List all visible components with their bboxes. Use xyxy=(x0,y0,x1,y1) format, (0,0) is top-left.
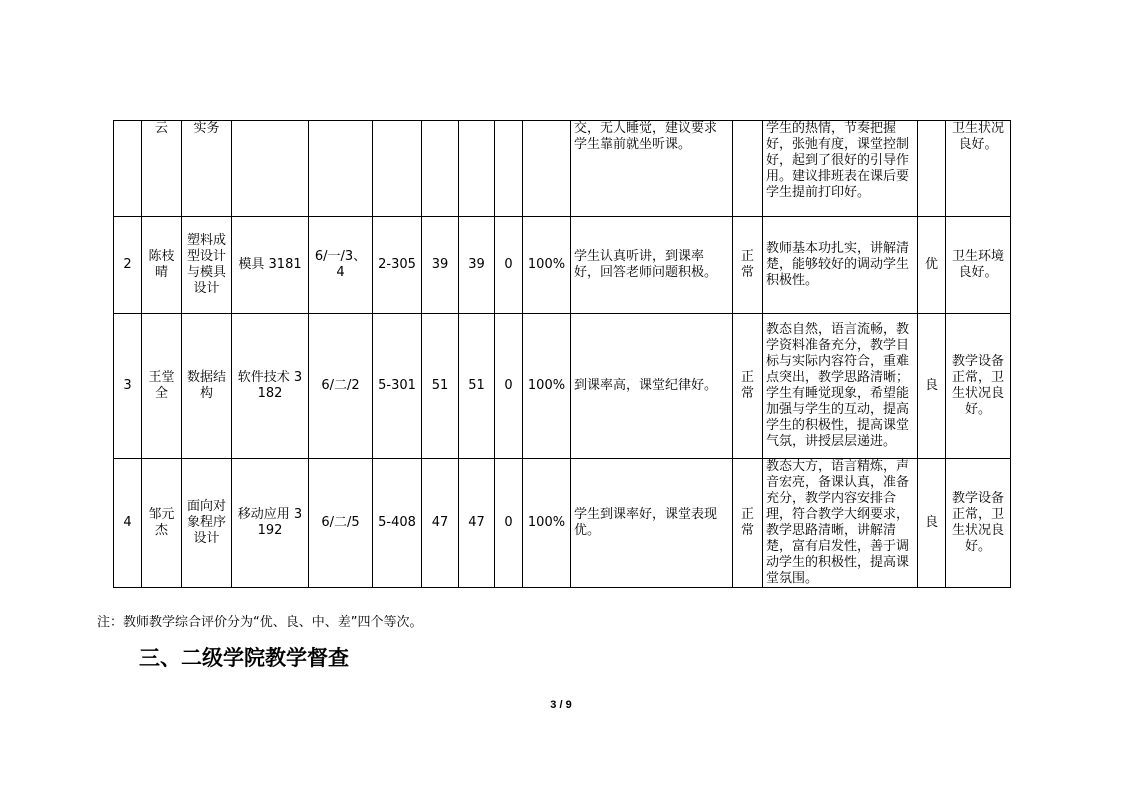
attendance-rate: 100% xyxy=(523,314,571,459)
attendance-rate: 100% xyxy=(523,217,571,314)
student-evaluation: 学生认真听讲，到课率好，回答老师问题积极。 xyxy=(571,217,733,314)
teaching-state xyxy=(733,121,763,217)
student-evaluation: 到课率高，课堂纪律好。 xyxy=(571,314,733,459)
course-name: 塑料成型设计与模具设计 xyxy=(182,217,232,314)
section-heading: 三、二级学院教学督查 xyxy=(139,646,349,670)
week-time: 6/二/2 xyxy=(309,314,373,459)
student-evaluation: 交，无人睡觉，建议要求学生靠前就坐听课。 xyxy=(571,121,733,217)
row-number: 4 xyxy=(114,459,142,588)
teaching-state: 正常 xyxy=(733,217,763,314)
teacher-evaluation: 教师基本功扎实，讲解清楚，能够较好的调动学生积极性。 xyxy=(763,217,918,314)
table-row xyxy=(114,121,1011,217)
week-time: 6/一/3、4 xyxy=(309,217,373,314)
absent-count: 0 xyxy=(495,459,523,588)
table-row xyxy=(114,314,1011,459)
teacher-evaluation: 学生的热情，节奏把握好，张弛有度，课堂控制好，起到了很好的引导作用。建议排班表在课后要学生提前打印好。 xyxy=(763,121,918,217)
table-row xyxy=(114,217,1011,314)
actual-count xyxy=(459,121,495,217)
actual-count: 39 xyxy=(459,217,495,314)
class-name: 软件技术 3182 xyxy=(232,314,309,459)
page-number: 3 / 9 xyxy=(550,699,572,711)
environment-note: 卫生环境良好。 xyxy=(946,217,1011,314)
attendance-rate xyxy=(523,121,571,217)
supervision-table xyxy=(113,120,1011,588)
evaluation-note: 注：教师教学综合评价分为“优、良、中、差”四个等次。 xyxy=(97,615,423,630)
absent-count xyxy=(495,121,523,217)
attendance-rate: 100% xyxy=(523,459,571,588)
teacher-name: 陈枝晴 xyxy=(142,217,182,314)
expected-count: 51 xyxy=(422,314,459,459)
classroom: 5-408 xyxy=(373,459,422,588)
environment-note: 教学设备正常，卫生状况良好。 xyxy=(946,459,1011,588)
classroom: 2-305 xyxy=(373,217,422,314)
overall-grade: 良 xyxy=(918,314,946,459)
overall-grade: 良 xyxy=(918,459,946,588)
teacher-name: 王堂全 xyxy=(142,314,182,459)
teacher-evaluation: 教态自然，语言流畅，教学资料准备充分，教学目标与实际内容符合，重难点突出，教学思路清晰；学生有睡觉现象，希望能加强与学生的互动，提高学生的积极性，提高课堂气氛，讲授层层递进。 xyxy=(763,314,918,459)
expected-count: 47 xyxy=(422,459,459,588)
actual-count: 51 xyxy=(459,314,495,459)
expected-count xyxy=(422,121,459,217)
row-number: 3 xyxy=(114,314,142,459)
classroom xyxy=(373,121,422,217)
environment-note: 教学设备正常，卫生状况良好。 xyxy=(946,314,1011,459)
week-time xyxy=(309,121,373,217)
course-name: 面向对象程序设计 xyxy=(182,459,232,588)
absent-count: 0 xyxy=(495,217,523,314)
student-evaluation: 学生到课率好，课堂表现优。 xyxy=(571,459,733,588)
class-name xyxy=(232,121,309,217)
teaching-state: 正常 xyxy=(733,314,763,459)
row-number xyxy=(114,121,142,217)
week-time: 6/二/5 xyxy=(309,459,373,588)
classroom: 5-301 xyxy=(373,314,422,459)
expected-count: 39 xyxy=(422,217,459,314)
environment-note: 卫生状况良好。 xyxy=(946,121,1011,217)
row-number: 2 xyxy=(114,217,142,314)
overall-grade: 优 xyxy=(918,217,946,314)
absent-count: 0 xyxy=(495,314,523,459)
teaching-state: 正常 xyxy=(733,459,763,588)
table-row xyxy=(114,459,1011,588)
course-name: 实务 xyxy=(182,121,232,217)
course-name: 数据结构 xyxy=(182,314,232,459)
teacher-name: 邹元杰 xyxy=(142,459,182,588)
actual-count: 47 xyxy=(459,459,495,588)
overall-grade xyxy=(918,121,946,217)
class-name: 移动应用 3192 xyxy=(232,459,309,588)
teacher-evaluation: 教态大方，语言精炼，声音宏亮，备课认真，准备充分，教学内容安排合理，符合教学大纲要求，教学思路清晰，讲解清楚，富有启发性，善于调动学生的积极性，提高课堂氛围。 xyxy=(763,459,918,588)
teacher-name: 云 xyxy=(142,121,182,217)
class-name: 模具 3181 xyxy=(232,217,309,314)
